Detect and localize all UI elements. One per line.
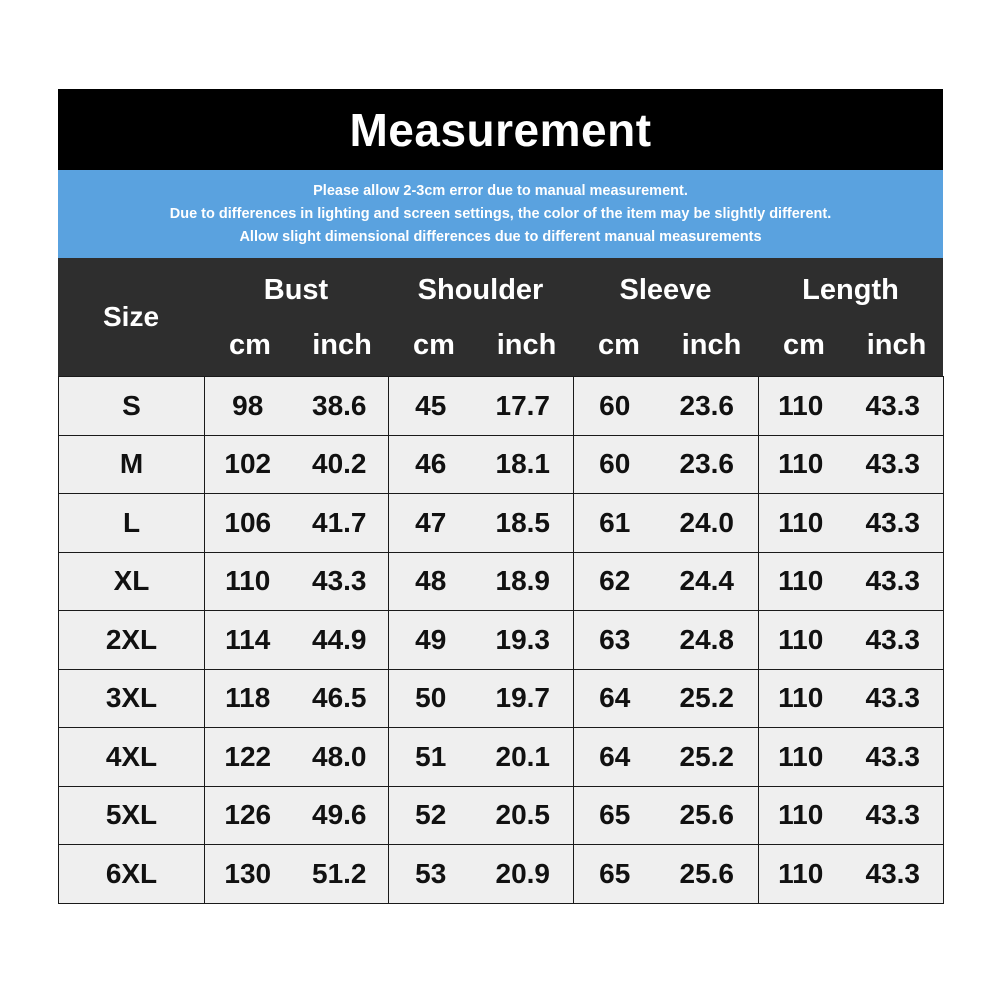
length-cm-cell: 110 (759, 377, 843, 436)
unit-inch: inch (496, 328, 557, 361)
bust-cm-cell: 102 (205, 435, 291, 494)
unit-inch: inch (312, 328, 372, 361)
bust-cm-cell: 98 (205, 377, 291, 436)
unit-cm: cm (783, 328, 825, 361)
table-row (59, 611, 944, 670)
shoulder-inch-cell: 18.5 (473, 494, 574, 553)
bust-inch-cell: 49.6 (291, 786, 389, 845)
sleeve-cm-cell: 63 (574, 611, 656, 670)
sleeve-cm-cell: 62 (574, 552, 656, 611)
sleeve-inch-cell: 24.0 (656, 494, 759, 553)
shoulder-inch-cell: 17.7 (473, 377, 574, 436)
bust-inch-cell: 38.6 (291, 377, 389, 436)
shoulder-cm-cell: 46 (389, 435, 473, 494)
sleeve-inch-cell: 24.8 (656, 611, 759, 670)
length-cm-cell: 110 (759, 435, 843, 494)
notice-line: Due to differences in lighting and screen settings, the color of the item may be slightly different. (169, 205, 832, 222)
unit-inch: inch (866, 328, 927, 361)
table-row (59, 786, 944, 845)
length-inch-cell: 43.3 (843, 435, 944, 494)
title-bar (58, 89, 943, 170)
size-cell: L (59, 494, 205, 553)
bust-inch-cell: 44.9 (291, 611, 389, 670)
table-row (59, 845, 944, 904)
size-cell: 3XL (59, 669, 205, 728)
shoulder-inch-cell: 18.9 (473, 552, 574, 611)
bust-cm-cell: 118 (205, 669, 291, 728)
table-row (59, 494, 944, 553)
sleeve-cm-cell: 60 (574, 435, 656, 494)
table-row (59, 669, 944, 728)
size-cell: S (59, 377, 205, 436)
sleeve-inch-cell: 25.2 (656, 728, 759, 787)
size-cell: 2XL (59, 611, 205, 670)
bust-cm-cell: 114 (205, 611, 291, 670)
table-row (59, 728, 944, 787)
shoulder-inch-cell: 19.7 (473, 669, 574, 728)
size-cell: XL (59, 552, 205, 611)
notice-line: Allow slight dimensional differences due to different manual measurements (239, 228, 762, 245)
unit-cm: cm (229, 328, 271, 361)
bust-inch-cell: 46.5 (291, 669, 389, 728)
header-length: Length (802, 273, 899, 306)
bust-inch-cell: 40.2 (291, 435, 389, 494)
chart-title: Measurement (349, 103, 652, 156)
length-inch-cell: 43.3 (843, 845, 944, 904)
size-cell: 6XL (59, 845, 205, 904)
header-size: Size (102, 301, 160, 332)
table-row (59, 552, 944, 611)
bust-cm-cell: 122 (205, 728, 291, 787)
sleeve-inch-cell: 25.6 (656, 786, 759, 845)
length-inch-cell: 43.3 (843, 552, 944, 611)
shoulder-cm-cell: 47 (389, 494, 473, 553)
size-cell: 5XL (59, 786, 205, 845)
sleeve-cm-cell: 65 (574, 845, 656, 904)
unit-inch: inch (681, 328, 742, 361)
bust-cm-cell: 110 (205, 552, 291, 611)
length-inch-cell: 43.3 (843, 786, 944, 845)
unit-cm: cm (598, 328, 640, 361)
sleeve-cm-cell: 61 (574, 494, 656, 553)
length-inch-cell: 43.3 (843, 728, 944, 787)
notice-line: Please allow 2-3cm error due to manual measurement. (313, 182, 688, 199)
sleeve-inch-cell: 25.6 (656, 845, 759, 904)
size-cell: M (59, 435, 205, 494)
shoulder-inch-cell: 20.1 (473, 728, 574, 787)
shoulder-inch-cell: 19.3 (473, 611, 574, 670)
bust-cm-cell: 130 (205, 845, 291, 904)
shoulder-cm-cell: 50 (389, 669, 473, 728)
length-inch-cell: 43.3 (843, 377, 944, 436)
length-cm-cell: 110 (759, 845, 843, 904)
bust-inch-cell: 51.2 (291, 845, 389, 904)
size-cell: 4XL (59, 728, 205, 787)
header-shoulder: Shoulder (417, 273, 544, 306)
shoulder-inch-cell: 20.5 (473, 786, 574, 845)
bust-cm-cell: 106 (205, 494, 291, 553)
bust-cm-cell: 126 (205, 786, 291, 845)
length-inch-cell: 43.3 (843, 611, 944, 670)
header-bust: Bust (263, 273, 329, 306)
sleeve-inch-cell: 23.6 (656, 377, 759, 436)
length-cm-cell: 110 (759, 669, 843, 728)
sleeve-cm-cell: 65 (574, 786, 656, 845)
unit-cm: cm (413, 328, 455, 361)
length-cm-cell: 110 (759, 611, 843, 670)
bust-inch-cell: 48.0 (291, 728, 389, 787)
shoulder-cm-cell: 51 (389, 728, 473, 787)
sleeve-cm-cell: 60 (574, 377, 656, 436)
notice-banner (58, 170, 943, 258)
sleeve-inch-cell: 25.2 (656, 669, 759, 728)
shoulder-cm-cell: 53 (389, 845, 473, 904)
length-cm-cell: 110 (759, 786, 843, 845)
sleeve-cm-cell: 64 (574, 669, 656, 728)
length-inch-cell: 43.3 (843, 494, 944, 553)
header-sleeve: Sleeve (619, 273, 712, 306)
table-row (59, 377, 944, 436)
table-header (58, 258, 943, 376)
length-cm-cell: 110 (759, 552, 843, 611)
shoulder-cm-cell: 52 (389, 786, 473, 845)
sleeve-inch-cell: 23.6 (656, 435, 759, 494)
length-cm-cell: 110 (759, 494, 843, 553)
bust-inch-cell: 43.3 (291, 552, 389, 611)
table-row (59, 435, 944, 494)
size-table (58, 376, 944, 904)
shoulder-inch-cell: 20.9 (473, 845, 574, 904)
size-chart (58, 89, 943, 904)
shoulder-cm-cell: 49 (389, 611, 473, 670)
shoulder-cm-cell: 48 (389, 552, 473, 611)
sleeve-cm-cell: 64 (574, 728, 656, 787)
shoulder-inch-cell: 18.1 (473, 435, 574, 494)
length-cm-cell: 110 (759, 728, 843, 787)
table-body (59, 377, 944, 904)
shoulder-cm-cell: 45 (389, 377, 473, 436)
length-inch-cell: 43.3 (843, 669, 944, 728)
sleeve-inch-cell: 24.4 (656, 552, 759, 611)
bust-inch-cell: 41.7 (291, 494, 389, 553)
